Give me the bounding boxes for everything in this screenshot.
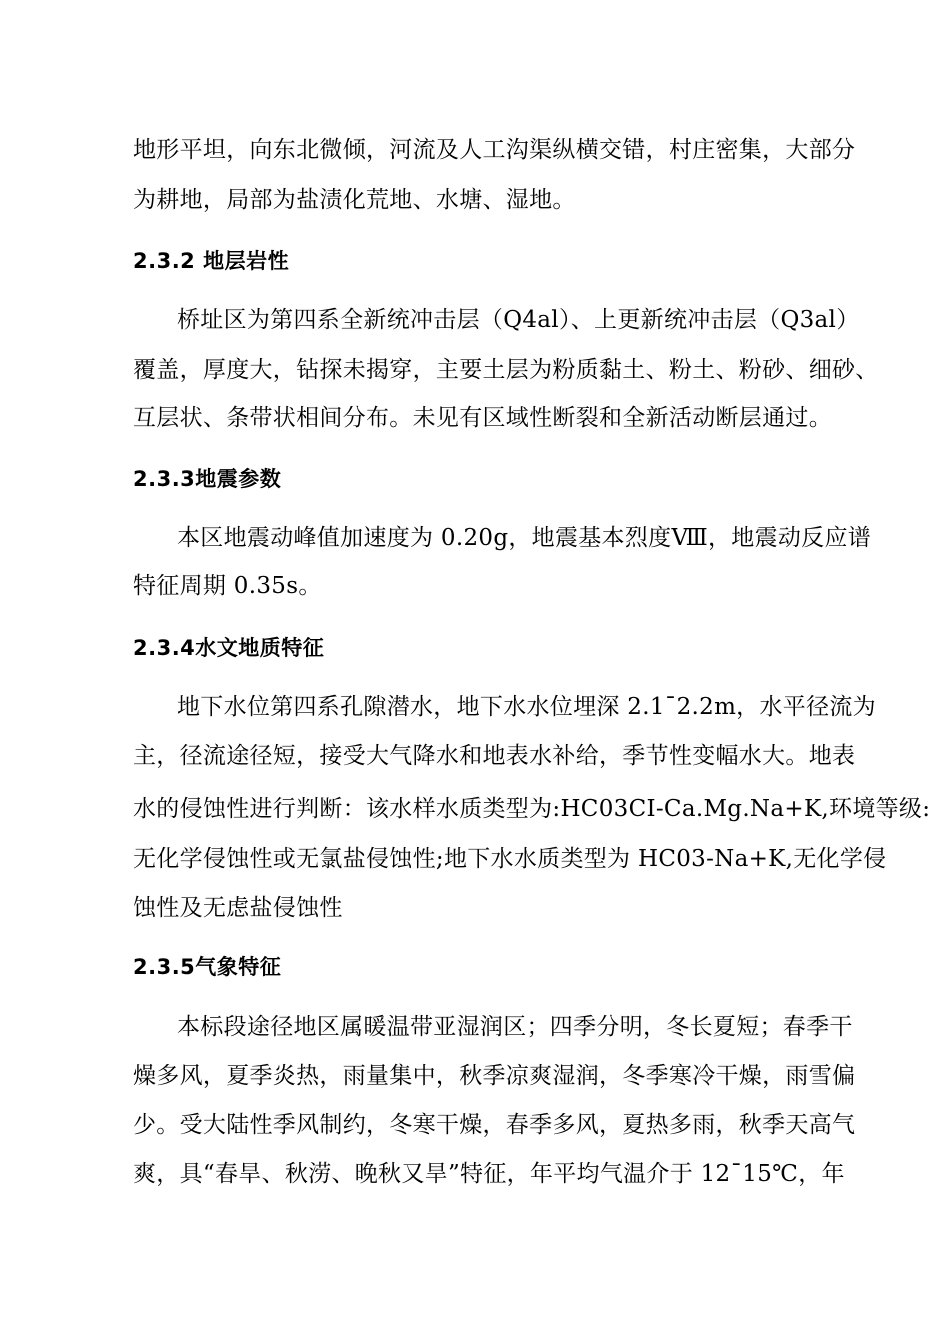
intro-line-2: 为耕地，局部为盐渍化荒地、水塘、湿地。 — [133, 187, 576, 213]
para-2-3-5-line-2: 燥多风，夏季炎热，雨量集中，秋季凉爽湿润，冬季寒冷干燥，雨雪偏 — [133, 1063, 856, 1089]
para-2-3-5-line-3: 少。受大陆性季风制约，冬寒干燥，春季多风，夏热多雨，秋季天高气 — [133, 1112, 856, 1138]
heading-2-3-4: 2.3.4水文地质特征 — [133, 636, 325, 660]
heading-2-3-5: 2.3.5气象特征 — [133, 955, 282, 979]
para-2-3-3-line-1: 本区地震动峰值加速度为 0.20g，地震基本烈度Ⅷ，地震动反应谱 — [177, 525, 872, 551]
heading-2-3-3: 2.3.3地震参数 — [133, 467, 282, 491]
para-2-3-4-line-1: 地下水位第四系孔隙潜水，地下水水位埋深 2.1¯2.2m，水平径流为 — [177, 694, 876, 720]
para-2-3-4-line-5: 蚀性及无虑盐侵蚀性 — [133, 895, 343, 921]
para-2-3-5-line-4: 爽，具“春旱、秋涝、晚秋又旱”特征，年平均气温介于 12¯15℃，年 — [133, 1161, 845, 1187]
para-2-3-2-line-3: 互层状、条带状相间分布。未见有区域性断裂和全新活动断层通过。 — [133, 405, 832, 431]
para-2-3-2-line-1: 桥址区为第四系全新统冲击层（Q4al）、上更新统冲击层（Q3al） — [177, 307, 860, 333]
para-2-3-5-line-1: 本标段途径地区属暖温带亚湿润区；四季分明，冬长夏短；春季干 — [177, 1014, 853, 1040]
para-2-3-2-line-2: 覆盖，厚度大，钻探未揭穿，主要土层为粉质黏土、粉土、粉砂、细砂、 — [133, 357, 879, 383]
para-2-3-4-line-3: 水的侵蚀性进行判断：该水样水质类型为:HC03CI-Ca.Mg.Na+K,环境等级: — [133, 796, 931, 822]
para-2-3-3-line-2: 特征周期 0.35s。 — [133, 573, 322, 599]
para-2-3-4-line-2: 主，径流途径短，接受大气降水和地表水补给，季节性变幅水大。地表 — [133, 743, 856, 769]
heading-2-3-2: 2.3.2 地层岩性 — [133, 249, 290, 273]
intro-line-1: 地形平坦，向东北微倾，河流及人工沟渠纵横交错，村庄密集，大部分 — [133, 137, 856, 163]
para-2-3-4-line-4: 无化学侵蚀性或无氯盐侵蚀性;地下水水质类型为 HC03-Na+K,无化学侵 — [133, 846, 887, 872]
